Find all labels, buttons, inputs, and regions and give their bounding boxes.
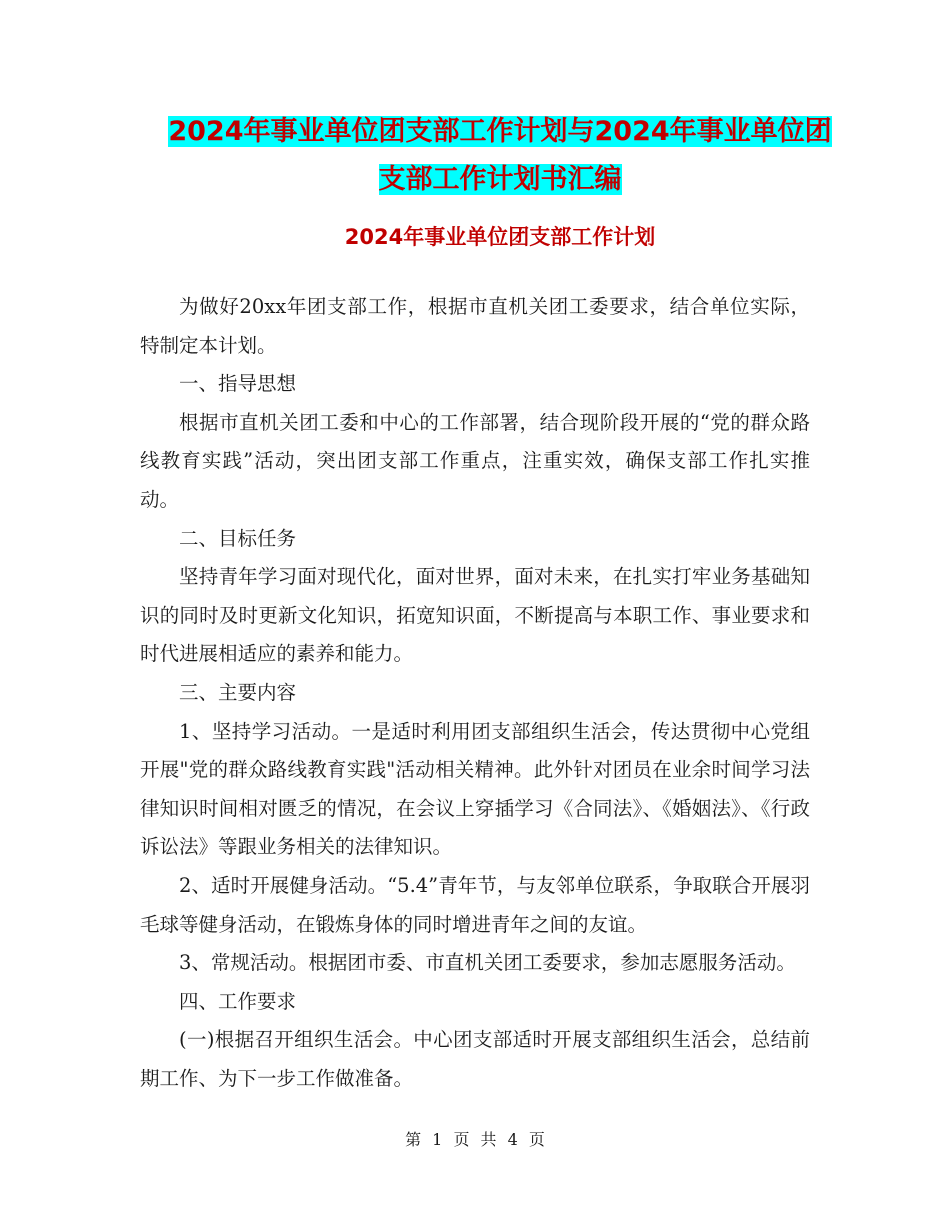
document-title [140,108,860,204]
heading-main-content: 三、主要内容 [179,680,297,704]
paragraph-guiding-ideology: 根据市直机关团工委和中心的工作部署，结合现阶段开展的“党的群众路线教育实践”活动，突出团支部工作重点，注重实效，确保支部工作扎实推动。 [140,410,810,511]
page-footer: 第 1 页 共 4 页 [405,1130,545,1149]
document-body [140,288,810,1098]
document-title-line-1: 2024年事业单位团支部工作计划与2024年事业单位团 [168,116,832,147]
section-title: 2024年事业单位团支部工作计划 [344,225,656,249]
paragraph-fitness-activities: 2、适时开展健身活动。“5.4”青年节，与友邻单位联系，争取联合开展羽毛球等健身活动，在锻炼身体的同时增进青年之间的友谊。 [140,873,810,936]
paragraph-goals: 坚持青年学习面对现代化，面对世界，面对未来，在扎实打牢业务基础知识的同时及时更新文化知识，拓宽知识面，不断提高与本职工作、事业要求和时代进展相适应的素养和能力。 [140,565,810,666]
paragraph-intro: 为做好20xx年团支部工作，根据市直机关团工委要求，结合单位实际，特制定本计划。 [140,295,810,357]
heading-work-requirements: 四、工作要求 [179,989,297,1013]
heading-guiding-ideology: 一、指导思想 [179,372,297,396]
paragraph-organization-meeting: (一)根据召开组织生活会。中心团支部适时开展支部组织生活会，总结前期工作、为下一步工作做准备。 [140,1028,810,1090]
document-title-line-2: 支部工作计划书汇编 [378,164,622,195]
paragraph-study-activities: 1、坚持学习活动。一是适时利用团支部组织生活会，传达贯彻中心党组开展"党的群众路线教育实践"活动相关精神。此外针对团员在业余时间学习法律知识时间相对匮乏的情况，在会议上穿插学习《合同法》、《婚姻法》、《行政诉讼法》等跟业务相关的法律知识。 [140,719,810,859]
paragraph-routine-activities: 3、常规活动。根据团市委、市直机关团工委要求，参加志愿服务活动。 [179,951,796,975]
heading-goals: 二、目标任务 [179,526,297,550]
